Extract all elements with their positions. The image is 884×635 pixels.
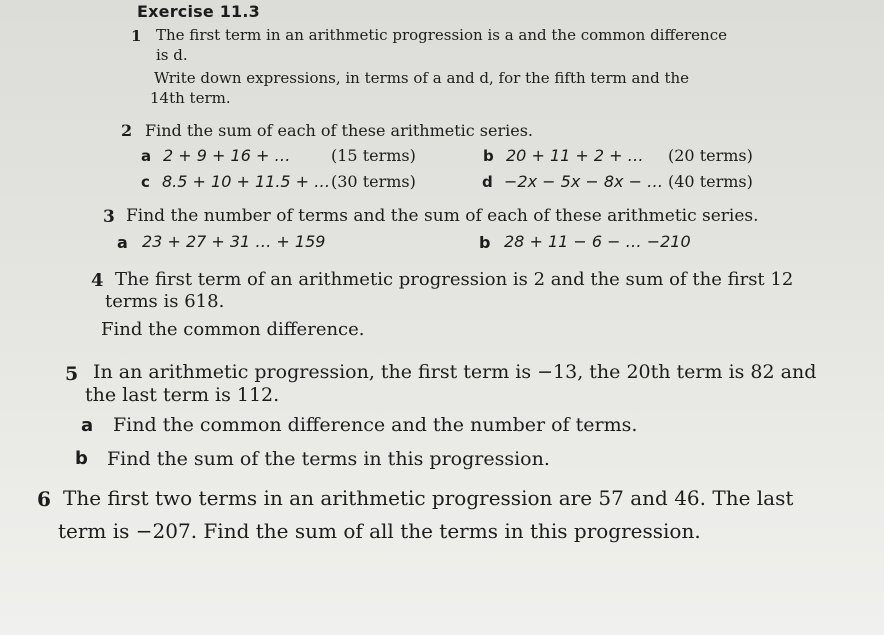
- question-5a-text: Find the common difference and the number of terms.: [113, 414, 638, 436]
- question-5-line-2: the last term is 112.: [85, 384, 280, 406]
- question-1-line-1: The first term in an arithmetic progression is a and the common difference: [156, 26, 727, 44]
- question-3-text: Find the number of terms and the sum of each of these arithmetic series.: [126, 206, 759, 226]
- question-2d-expression: −2x − 5x − 8x − …: [504, 172, 664, 191]
- question-2b-terms: (20 terms): [668, 146, 753, 165]
- question-1-line-4: 14th term.: [150, 89, 231, 107]
- question-2d-label: d: [482, 173, 493, 191]
- question-1-number: 1: [131, 27, 142, 45]
- question-4-line-2: terms is 618.: [105, 291, 225, 312]
- question-2a-label: a: [141, 147, 152, 165]
- question-3b-label: b: [479, 233, 491, 252]
- question-2-text: Find the sum of each of these arithmetic series.: [145, 121, 534, 140]
- question-3b-expression: 28 + 11 − 6 − … −210: [504, 232, 691, 251]
- question-5a-label: a: [81, 415, 94, 436]
- question-5-line-1: In an arithmetic progression, the first term is −13, the 20th term is 82 and: [93, 361, 817, 383]
- question-6-line-1: The first two terms in an arithmetic progression are 57 and 46. The last: [63, 486, 794, 510]
- question-2a-expression: 2 + 9 + 16 + …: [163, 146, 291, 165]
- question-2c-label: c: [141, 173, 150, 191]
- question-2c-terms: (30 terms): [331, 172, 416, 191]
- question-2c-expression: 8.5 + 10 + 11.5 + …: [162, 172, 331, 191]
- question-2b-expression: 20 + 11 + 2 + …: [506, 146, 644, 165]
- question-5b-text: Find the sum of the terms in this progression.: [107, 448, 550, 470]
- question-2-number: 2: [121, 121, 133, 140]
- question-4-line-1: The first term of an arithmetic progression is 2 and the sum of the first 12: [115, 269, 794, 290]
- question-1-line-2: is d.: [156, 46, 188, 64]
- question-3-number: 3: [103, 207, 115, 227]
- question-2b-label: b: [483, 147, 494, 165]
- question-4-line-3: Find the common difference.: [101, 319, 365, 340]
- question-4-number: 4: [91, 270, 104, 291]
- question-3a-expression: 23 + 27 + 31 … + 159: [142, 232, 326, 251]
- question-1-line-3: Write down expressions, in terms of a and d, for the fifth term and the: [154, 69, 690, 87]
- question-5-number: 5: [65, 363, 79, 385]
- question-5b-label: b: [75, 448, 88, 469]
- exercise-title: Exercise 11.3: [137, 2, 260, 21]
- question-6-line-2: term is −207. Find the sum of all the terms in this progression.: [58, 519, 701, 543]
- question-2a-terms: (15 terms): [331, 146, 416, 165]
- question-2d-terms: (40 terms): [668, 172, 753, 191]
- question-3a-label: a: [117, 233, 128, 252]
- question-6-number: 6: [37, 487, 51, 511]
